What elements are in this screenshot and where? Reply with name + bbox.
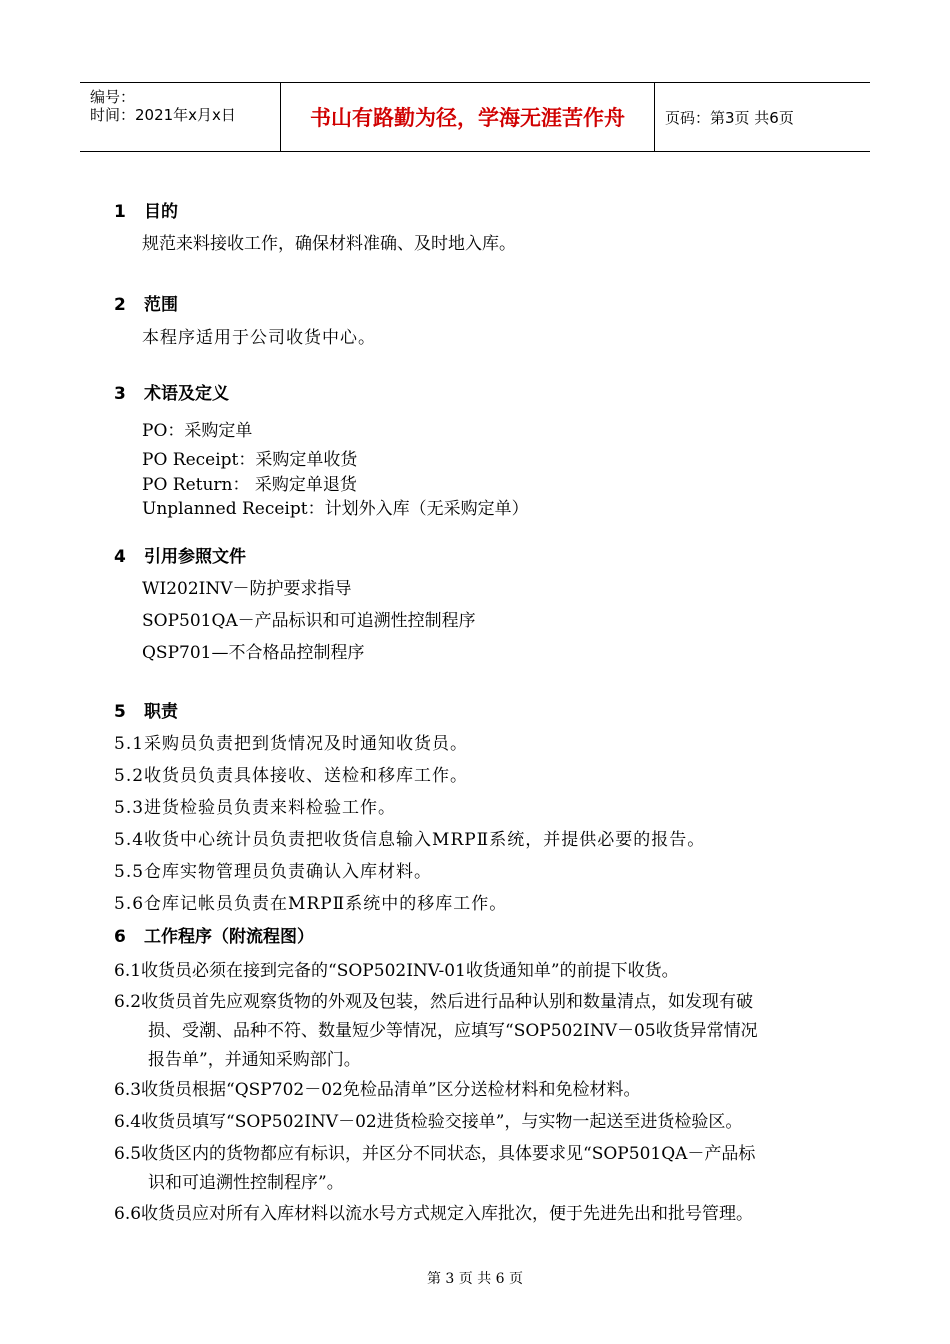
section-1-body: 规范来料接收工作，确保材料准确、及时地入库。	[142, 234, 516, 254]
procedure-line: 6.5收货区内的货物都应有标识，并区分不同状态，具体要求见“SOP501QA－产品标	[114, 1144, 756, 1164]
procedure-line-continued: 损、受潮、品种不符、数量短少等情况，应填写“SOP502INV－05收货异常情况	[148, 1021, 758, 1041]
responsibility-item: 5.4收货中心统计员负责把收货信息输入MRPⅡ系统，并提供必要的报告。	[114, 830, 706, 850]
document-number-label: 编号：	[90, 88, 136, 106]
procedure-line-continued: 报告单”，并通知采购部门。	[148, 1050, 361, 1070]
header-info-cell	[80, 83, 281, 151]
section-6-heading: 6 工作程序（附流程图）	[114, 927, 314, 947]
procedure-line: 6.1收货员必须在接到完备的“SOP502INV-01收货通知单”的前提下收货。	[114, 961, 679, 981]
header-motto: 书山有路勤为径，学海无涯苦作舟	[281, 83, 655, 151]
section-5-heading: 5 职责	[114, 702, 178, 722]
reference-doc: QSP701—不合格品控制程序	[142, 643, 365, 663]
responsibility-item: 5.5仓库实物管理员负责确认入库材料。	[114, 862, 433, 882]
procedure-line: 6.6收货员应对所有入库材料以流水号方式规定入库批次，便于先进先出和批号管理。	[114, 1204, 754, 1224]
section-3-heading: 3 术语及定义	[114, 384, 229, 404]
term-po-receipt: PO Receipt：采购定单收货	[142, 450, 358, 470]
procedure-line-continued: 识和可追溯性控制程序”。	[148, 1173, 344, 1193]
procedure-line: 6.4收货员填写“SOP502INV－02进货检验交接单”，与实物一起送至进货检验区。	[114, 1112, 743, 1132]
document-header	[80, 82, 870, 152]
responsibility-item: 5.1采购员负责把到货情况及时通知收货员。	[114, 734, 469, 754]
procedure-line: 6.2收货员首先应观察货物的外观及包装，然后进行品种认别和数量清点，如发现有破	[114, 992, 754, 1012]
term-unplanned-receipt: Unplanned Receipt：计划外入库（无采购定单）	[142, 499, 529, 519]
section-2-body: 本程序适用于公司收货中心。	[142, 328, 376, 348]
reference-doc: WI202INV－防护要求指导	[142, 579, 352, 599]
term-po: PO：采购定单	[142, 421, 253, 441]
document-time-label: 时间：2021年x月x日	[90, 106, 236, 124]
responsibility-item: 5.2收货员负责具体接收、送检和移库工作。	[114, 766, 469, 786]
section-1-heading: 1 目的	[114, 202, 178, 222]
responsibility-item: 5.6仓库记帐员负责在MRPⅡ系统中的移库工作。	[114, 894, 508, 914]
term-po-return: PO Return： 采购定单退货	[142, 475, 357, 495]
header-page-info: 页码：第3页 共6页	[665, 108, 794, 127]
responsibility-item: 5.3进货检验员负责来料检验工作。	[114, 798, 397, 818]
procedure-line: 6.3收货员根据“QSP702－02免检品清单”区分送检材料和免检材料。	[114, 1080, 641, 1100]
section-2-heading: 2 范围	[114, 295, 178, 315]
page-footer: 第 3 页 共 6 页	[426, 1271, 524, 1287]
reference-doc: SOP501QA－产品标识和可追溯性控制程序	[142, 611, 476, 631]
section-4-heading: 4 引用参照文件	[114, 547, 246, 567]
